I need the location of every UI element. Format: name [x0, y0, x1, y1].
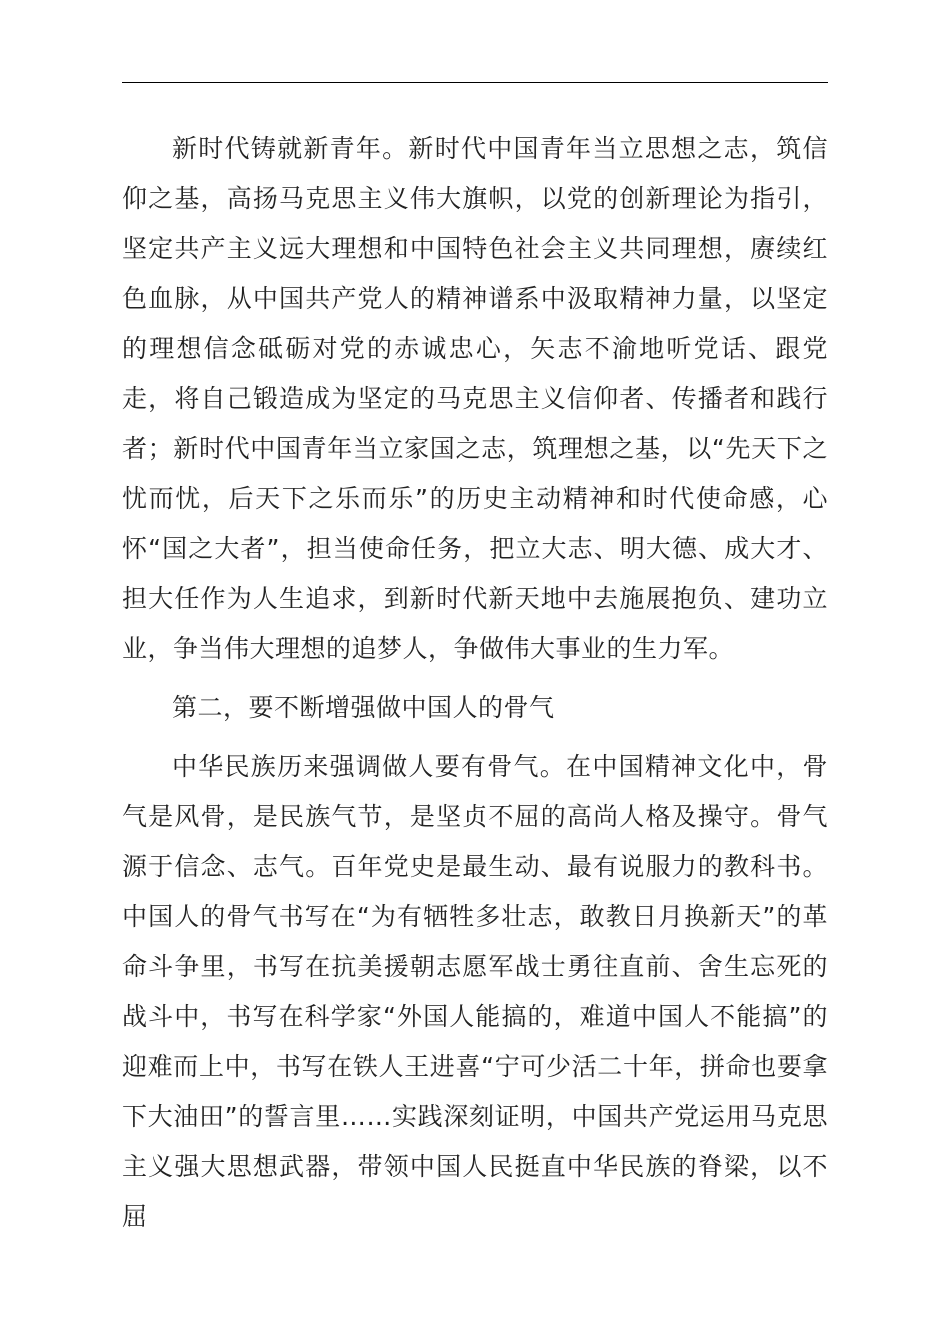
document-body: [122, 124, 828, 1251]
header-rule: [122, 82, 828, 83]
paragraph-backbone: 中华民族历来强调做人要有骨气。在中国精神文化中，骨气是风骨，是民族气节，是坚贞不屈的高尚人格及操守。骨气源于信念、志气。百年党史是最生动、最有说服力的教科书。中国人的骨气书写在“为有牺牲多壮志，敢教日月换新天”的革命斗争里，书写在抗美援朝志愿军战士勇往直前、舍生忘死的战斗中，书写在科学家“外国人能搞的，难道中国人不能搞”的迎难而上中，书写在铁人王进喜“宁可少活二十年，拼命也要拿下大油田”的誓言里……实践深刻证明，中国共产党运用马克思主义强大思想武器，带领中国人民挺直中华民族的脊梁，以不屈: [122, 752, 828, 1231]
section-heading-backbone: 第二，要不断增强做中国人的骨气: [172, 693, 555, 722]
paragraph-new-era-youth: 新时代铸就新青年。新时代中国青年当立思想之志，筑信仰之基，高扬马克思主义伟大旗帜，以党的创新理论为指引，坚定共产主义远大理想和中国特色社会主义共同理想，赓续红色血脉，从中国共产党人的精神谱系中汲取精神力量，以坚定的理想信念砥砺对党的赤诚忠心，矢志不渝地听党话、跟党走，将自己锻造成为坚定的马克思主义信仰者、传播者和践行者；新时代中国青年当立家国之志，筑理想之基，以“先天下之忧而忧，后天下之乐而乐”的历史主动精神和时代使命感，心怀“国之大者”，担当使命任务，把立大志、明大德、成大才、担大任作为人生追求，到新时代新天地中去施展抱负、建功立业，争当伟大理想的追梦人，争做伟大事业的生力军。: [122, 134, 828, 663]
